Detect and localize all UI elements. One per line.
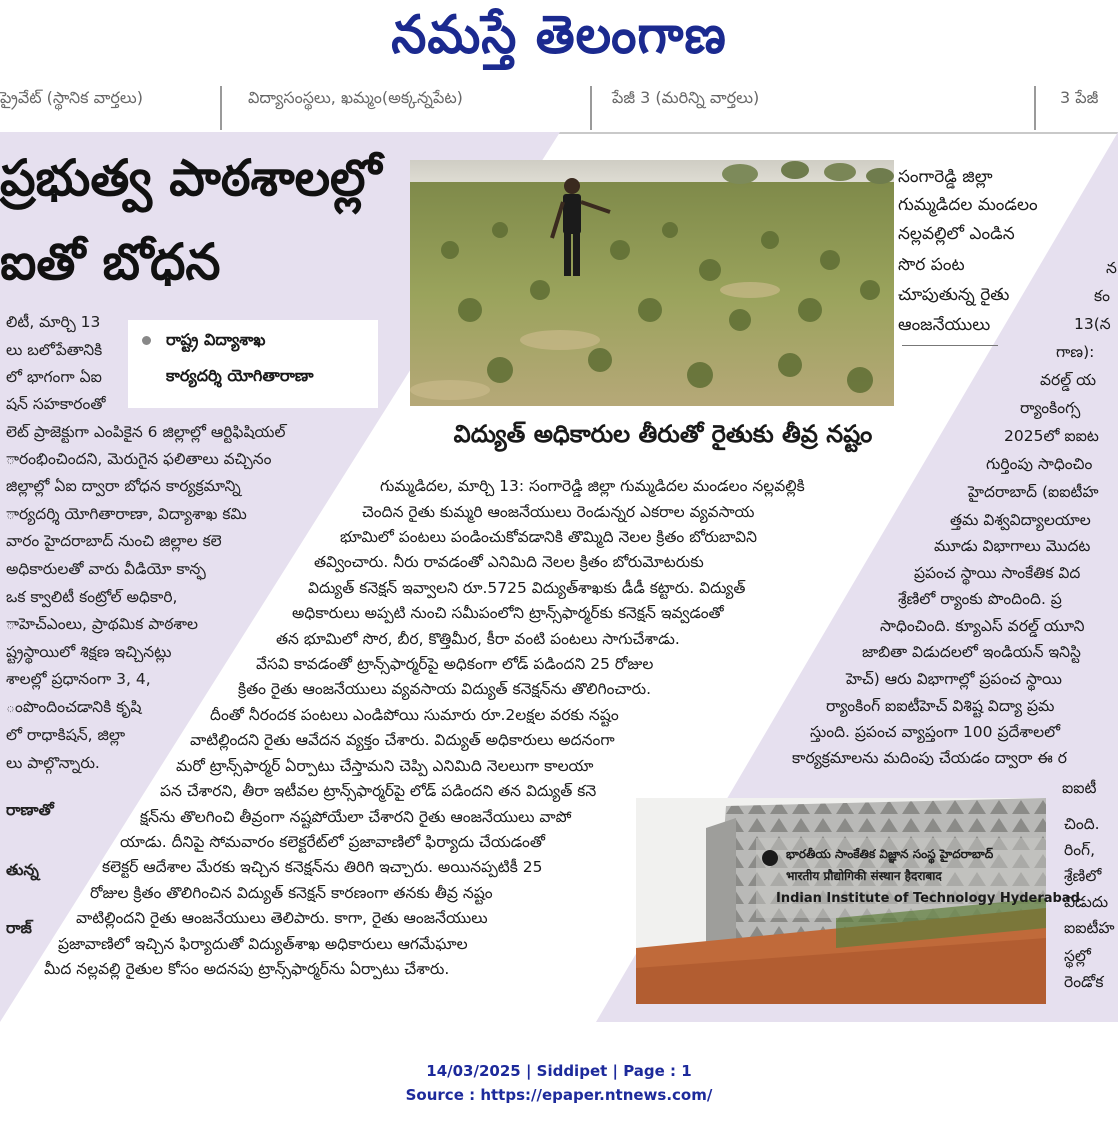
right-body-line: రెండోక	[1064, 973, 1104, 991]
strip-divider	[590, 86, 592, 130]
right-body-line: ప్రపంచ స్థాయి సాంకేతిక విద	[914, 564, 1081, 582]
right-body-line: ఐఐటీహ	[1064, 919, 1115, 937]
body-line: పన చేశారని, తీరా ఇటీవల ట్రాన్స్‌ఫార్మర్‌పై లోడ్ పడిందని తన విద్యుత్ కనె	[160, 782, 597, 800]
left-body-line: లిటీ, మార్చి 13	[6, 313, 101, 331]
caption-line: చూపుతున్న రైతు	[898, 285, 1010, 305]
field-illustration	[410, 160, 894, 406]
masthead	[0, 0, 1118, 80]
left-body-line: శాలల్లో ప్రధానంగా 3, 4,	[6, 670, 151, 688]
right-body-line: ఐఐటీ	[1062, 779, 1097, 797]
body-line: విద్యుత్ కనెక్షన్ ఇవ్వాలని రూ.5725 విద్యుత్‌శాఖకు డీడీ కట్టారు. విద్యుత్	[308, 579, 746, 597]
body-line: వాటిల్లిందని రైతు ఆవేదన వ్యక్తం చేశారు. విద్యుత్ అధికారులు అదనంగా	[190, 731, 615, 749]
right-body-line: 13(న	[1074, 315, 1111, 333]
right-body-line: మూడు విభాగాలు మొదట	[934, 537, 1091, 555]
quote-line: రాష్ట్ర విద్యాశాఖ	[166, 330, 266, 349]
strip-item: 3 పేజీ	[1060, 88, 1099, 107]
body-line: మీద నల్లవల్లి రైతుల కోసం అదనపు ట్రాన్స్‌ఫార్మర్‌ను ఏర్పాటు చేశారు.	[44, 960, 450, 978]
left-body-line: ార్యదర్శి యోగితారాణా, విద్యాశాఖ కమి	[6, 505, 247, 523]
sign-english: Indian Institute of Technology Hyderabad	[776, 891, 1080, 906]
left-body-line: ఒక క్వాలిటీ కంట్రోల్ అధికారి,	[6, 588, 178, 606]
caption-line: సొర పంట	[898, 255, 965, 275]
left-body-line: ష్ట్రస్థాయిలో శిక్షణ ఇచ్చినట్లు	[6, 643, 172, 661]
body-line: తన భూమిలో సొర, బీర, కొత్తిమీర, కీరా వంటి పంటలు సాగుచేశాడు.	[276, 630, 680, 648]
bullet-icon	[142, 336, 151, 345]
body-line: గుమ్మడిదల, మార్చి 13: సంగారెడ్డి జిల్లా గుమ్మడిదల మండలం నల్లవల్లికి	[380, 477, 805, 495]
body-line: అధికారులు అప్పటి నుంచి సమీపంలోని ట్రాన్స్‌ఫార్మర్‌కు కనెక్షన్ ఇవ్వడంతో	[292, 604, 724, 622]
body-line: చెందిన రైతు కుమ్మరి ఆంజనేయులు రెండున్నర ఎకరాల వ్యవసాయ	[362, 503, 755, 521]
left-body-line: వారం హైదరాబాద్ నుంచి జిల్లాల కలె	[6, 532, 222, 550]
newspaper-title: నమస్తే తెలంగాణ	[391, 4, 727, 66]
left-body-line: ారంభించిందని, మెరుగైన ఫలితాలు వచ్చినం	[6, 450, 272, 468]
right-body-line: స్థల్లో	[1064, 947, 1091, 965]
strip-divider	[1034, 86, 1036, 130]
left-body-line: ంపొందించడానికి కృషి	[6, 698, 142, 716]
body-line: వాటిల్లిందని రైతు ఆంజనేయులు తెలిపారు. కాగా, రైతు ఆంజనేయులు	[76, 909, 488, 927]
right-body-line: గుర్తింపు సాధించిం	[986, 455, 1093, 473]
strip-item: విద్యాసంస్థలు, ఖమ్మం(అక్కన్నపేట)	[248, 88, 463, 107]
right-body-line: హైదరాబాద్ (ఐఐటీహ	[968, 483, 1099, 501]
left-subhead-line: తున్న	[6, 861, 39, 879]
body-line: భూమిలో పంటలు పండించుకోవడానికి తొమ్మిది నెలల క్రితం బోరుబావిని	[340, 528, 757, 546]
right-body-line: 2025లో ఐఐట	[1004, 427, 1099, 445]
body-line: క్షన్‌ను తొలగించి తీవ్రంగా నష్టపోయేలా చేశారని రైతు ఆంజనేయులు వాపో	[140, 808, 572, 826]
top-strip	[0, 86, 1118, 134]
right-body-line: స్తుంది. ప్రపంచ వ్యాప్తంగా 100 ప్రదేశాలలో	[810, 723, 1061, 741]
right-body-line: సాధించింది. క్యూఎస్ వరల్డ్ యూని	[880, 617, 1085, 635]
right-body-line: శ్రేణిలో	[1064, 867, 1102, 885]
right-body-line: రింగ్,	[1064, 841, 1096, 859]
body-line: తవ్వించారు. నీరు రావడంతో ఎనిమిది నెలల క్రితం బోరుమోటరుకు	[314, 553, 704, 571]
right-body-line: ర్యాంకింగ్ ఐఐటీహెచ్ విశిష్ట విద్యా ప్రమ	[826, 697, 1055, 715]
caption-line: గుమ్మడిదల మండలం	[898, 195, 1038, 215]
sign-hindi: भारतीय प्रौद्योगिकी संस्थान हैदराबाद	[786, 869, 942, 883]
left-body-line: లెట్ ప్రాజెక్టుగా ఎంపికైన 6 జిల్లాల్లో ఆర్టిఫిషియల్	[6, 423, 286, 441]
right-body-line: న	[1106, 259, 1117, 277]
right-body-line: జాబితా విడుదలలో ఇండియన్ ఇనిస్టి	[862, 643, 1081, 661]
left-subhead-line: రాణాతో	[6, 801, 54, 819]
left-headline-line: ఐతో బోధన	[0, 233, 221, 291]
body-line: క్రితం రైతు ఆంజనేయులు వ్యవసాయ విద్యుత్ కనెక్షన్‌ను తొలిగించారు.	[238, 680, 652, 698]
left-body-line: షన్ సహకారంతో	[6, 395, 106, 413]
body-line: ప్రజావాణిలో ఇచ్చిన ఫిర్యాదుతో విద్యుత్‌శాఖ అధికారులు ఆగమేఘాల	[58, 935, 468, 953]
caption-line: నల్లవల్లిలో ఎండిన	[898, 224, 1015, 244]
right-body-line: హెచ్) ఆరు విభాగాల్లో ప్రపంచ స్థాయి	[846, 670, 1062, 688]
right-body-line: శ్రేణిలో ర్యాంకు పొందింది. ప్ర	[898, 590, 1062, 608]
center-headline: విద్యుత్ అధికారుల తీరుతో రైతుకు తీవ్ర నష్టం	[453, 420, 873, 448]
farmer-field-photo	[410, 160, 894, 406]
iit-logo-icon	[762, 850, 778, 866]
left-body-line: లు పాల్గొన్నారు.	[6, 754, 100, 772]
left-body-line: లో భాగంగా ఏఐ	[6, 368, 102, 386]
body-line: కలెక్టర్ ఆదేశాల మేరకు ఇచ్చిన కనెక్షన్‌ను తిరిగి ఇచ్చారు. అయినప్పటికీ 25	[102, 858, 543, 876]
left-body-line: జిల్లాల్లో ఏఐ ద్వారా బోధన కార్యక్రమాన్ని	[6, 477, 241, 495]
right-body-line: కం	[1094, 287, 1110, 305]
left-body-line: లో రాధాకిషన్, జిల్లా	[6, 726, 126, 744]
sign-telugu: భారతీయ సాంకేతిక విజ్ఞాన సంస్థ హైదరాబాద్	[786, 847, 994, 861]
footer-date-line: 14/03/2025 | Siddipet | Page : 1	[426, 1062, 692, 1080]
quote-line: కార్యదర్శి యోగితారాణా	[166, 366, 314, 385]
right-body-line: కార్యక్రమాలను మదింపు చేయడం ద్వారా ఈ ర	[792, 749, 1067, 767]
left-body-line: అధికారులతో వారు వీడియో కాన్ఫ	[6, 560, 206, 578]
footer-source-line: Source : https://epaper.ntnews.com/	[405, 1086, 713, 1104]
body-line: రోజుల క్రితం తొలిగించిన విద్యుత్ కనెక్షన్ కారణంగా తనకు తీవ్ర నష్టం	[90, 884, 493, 902]
right-body-line: వరల్డ్ య	[1040, 371, 1097, 389]
body-line: యాడు. దీనిపై సోమవారం కలెక్టరేట్‌లో ప్రజావాణిలో ఫిర్యాదు చేయడంతో	[120, 833, 545, 851]
body-line: దీంతో నీరందక పంటలు ఎండిపోయి సుమారు రూ.2లక్షల వరకు నష్టం	[210, 706, 619, 724]
left-body-line: ాహెచ్ఎంలు, ప్రాథమిక పాఠశాల	[6, 615, 199, 633]
body-line: వేసవి కావడంతో ట్రాన్స్‌ఫార్మర్‌పై అధికంగా లోడ్ పడిందని 25 రోజుల	[256, 655, 654, 673]
strip-item: పేజీ 3 (మరిన్ని వార్తలు)	[612, 88, 760, 107]
right-body-line: చింది.	[1064, 815, 1100, 833]
right-body-line: ర్యాంకింగ్స	[1020, 399, 1081, 417]
right-body-line: విడుదు	[1064, 893, 1109, 911]
strip-item: ప్రైవేట్ (స్థానిక వార్తలు)	[0, 88, 143, 107]
right-body-line: గాణ):	[1056, 343, 1095, 361]
caption-line: ఆంజనేయులు	[898, 315, 991, 335]
right-body-line: త్తమ విశ్వవిద్యాలయాల	[950, 511, 1091, 529]
left-headline-line: ప్రభుత్వ పాఠశాలల్లో	[0, 149, 382, 207]
body-line: మరో ట్రాన్స్‌ఫార్మర్ ఏర్పాటు చేస్తామని చెప్పి ఎనిమిది నెలలుగా కాలయా	[176, 757, 594, 775]
caption-rule	[902, 345, 998, 346]
left-subhead-line: రాజ్	[6, 919, 32, 937]
strip-divider	[220, 86, 222, 130]
caption-line: సంగారెడ్డి జిల్లా	[898, 167, 993, 187]
left-body-line: లు బలోపేతానికి	[6, 341, 103, 359]
